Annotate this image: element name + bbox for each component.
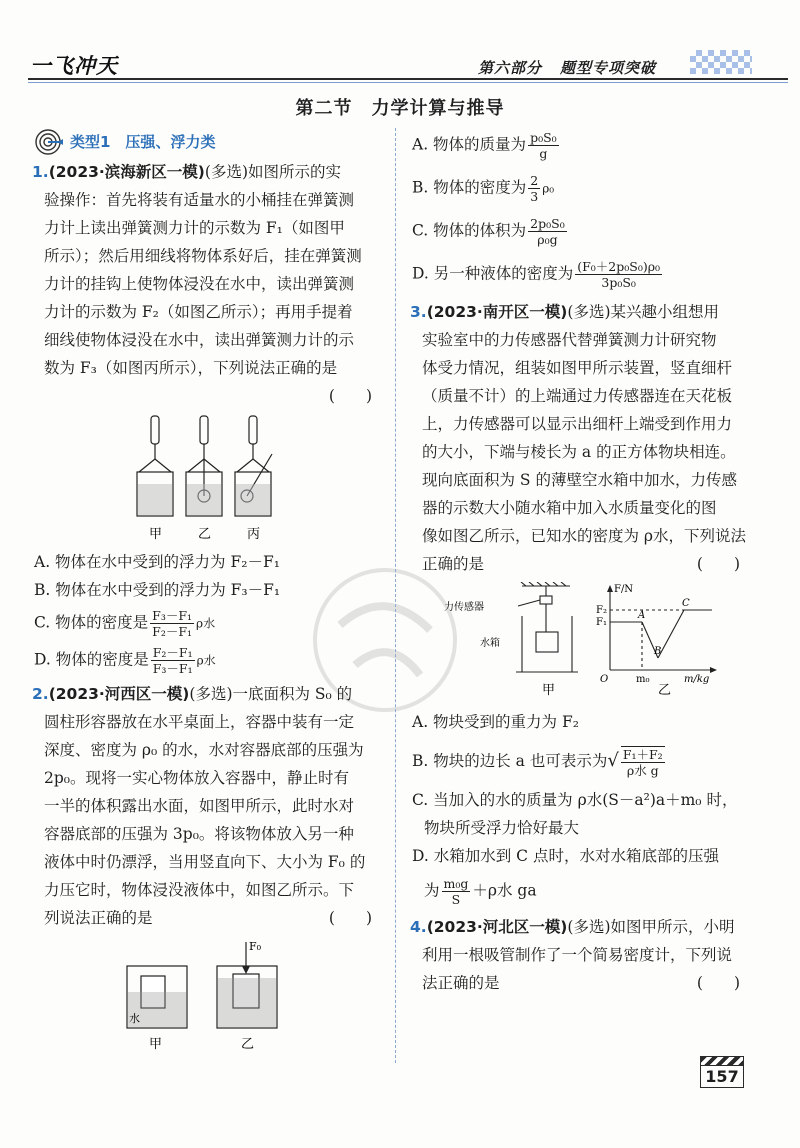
- q1-line: 力计上读出弹簧测力计的示数为 F₁（如图甲: [44, 219, 345, 237]
- type-label: 类型1 压强、浮力类: [70, 133, 216, 151]
- q3-option-c[interactable]: C. 当加入的水的质量为 ρ水(S－a²)a＋m₀ 时， 物块所受浮力恰好最大: [412, 791, 738, 837]
- q3-line: 正确的是: [422, 555, 485, 573]
- q1-option-b[interactable]: B. 物体在水中受到的浮力为 F₃－F₁: [34, 581, 281, 599]
- q2-line: 一半的体积露出水面，如图甲所示，此时水对: [44, 797, 355, 815]
- q3-number: 3.: [410, 303, 427, 321]
- right-column: [410, 126, 750, 997]
- type-heading: [34, 126, 382, 158]
- header-checker-decoration: [690, 50, 752, 74]
- q2-fig-force: F₀: [249, 940, 262, 953]
- q4-line: 利用一根吸管制作了一个简易密度计，下列说: [422, 946, 733, 964]
- q1-figure: [127, 414, 287, 544]
- q2-line: 深度、密度为 ρ₀ 的水，水对容器底部的压强为: [44, 741, 364, 759]
- q2-line: 力压它时，物体浸没液体中，如图乙所示。下: [44, 881, 355, 899]
- page-header: [0, 0, 800, 95]
- q1-line: 所示）；然后用细线将物体系好后，挂在弹簧测: [44, 247, 362, 265]
- q3-fig-sensor: 力传感器: [444, 602, 484, 613]
- q3-line: 现向底面积为 S 的薄壁空水箱中加水，力传感: [422, 471, 737, 489]
- q2-line: 列说法正确的是 ( ): [32, 904, 382, 932]
- question-2: [32, 680, 382, 1056]
- q1-option-d[interactable]: D. 物体的密度是 $\frac{\text{F₂－F₁}}{\text{F₃－F₁}}$ ρ水: [34, 645, 216, 676]
- question-1: [32, 158, 382, 676]
- q3-graph-m0: m₀: [636, 674, 650, 685]
- q1-line: 验操作：首先将装有适量水的小桶挂在弹簧测: [44, 191, 355, 209]
- q2-line: 圆柱形容器放在水平桌面上，容器中装有一定: [44, 713, 355, 731]
- q3-graph-point-a: A: [638, 610, 646, 621]
- q3-line: 体受力情况，组装如图甲所示装置，竖直细杆: [422, 359, 733, 377]
- q3-graph-origin: O: [600, 674, 609, 685]
- q3-graph-point-b: B: [654, 646, 662, 657]
- q3-line: 上，力传感器可以显示出细杆上端受到作用力: [422, 415, 733, 433]
- header-part-label: 第六部分: [478, 59, 543, 77]
- header-part: [478, 57, 656, 78]
- q3-graph-y1: F₁: [596, 617, 607, 628]
- page-number-box: [700, 1056, 744, 1090]
- q3-option-b[interactable]: B. 物块的边长 a 也可表示为√ $\frac{\text{F₁＋F₂}}{\text{ρ水 g}}$: [412, 747, 663, 778]
- q2-figure: [117, 936, 297, 1056]
- q1-option-a[interactable]: A. 物体在水中受到的浮力为 F₂－F₁: [34, 553, 280, 571]
- q2-line: 2p₀。现将一实心物体放入容器中，静止时有: [44, 769, 349, 787]
- q2-fig-label: 甲: [149, 1037, 163, 1052]
- q3-fig-label: 甲: [542, 683, 556, 698]
- q3-line: 的大小，下端与棱长为 a 的正方体物块相连。: [422, 443, 736, 461]
- q2-option-d[interactable]: D. 另一种液体的密度为 $\frac{\text{(F₀＋2p₀S₀)ρ₀}}{\text{3p₀S₀}}$: [412, 259, 661, 290]
- q1-fig-label: 乙: [198, 527, 212, 542]
- q2-source: (2023·河西区一模): [48, 685, 190, 703]
- question-4: [410, 913, 750, 997]
- q3-line: 像如图乙所示，已知水的密度为 ρ水，下列说法: [422, 527, 747, 545]
- header-rule: [28, 78, 788, 80]
- column-divider: [395, 128, 396, 1063]
- q2-option-b[interactable]: B. 物体的密度为 $\frac{2}{3}$ ρ₀: [412, 173, 555, 204]
- q3-fig-tank: 水箱: [480, 638, 500, 649]
- q3-figure: [440, 582, 720, 702]
- q3-option-d[interactable]: D. 水箱加水到 C 点时，水对水箱底部的压强 为 $\frac{\text{m₀g}}{S}$ ＋ρ水 ga: [412, 847, 719, 907]
- q3-fig-label: 乙: [658, 683, 672, 698]
- q4-line: (多选)如图甲所示，小明: [567, 918, 735, 936]
- q3-line: (多选)某兴趣小组想用: [567, 303, 719, 321]
- q4-number: 4.: [410, 918, 427, 936]
- q3-option-a[interactable]: A. 物块受到的重力为 F₂: [412, 713, 579, 731]
- q2-fig-water: 水: [129, 1012, 140, 1025]
- q4-answer-paren[interactable]: ( ): [696, 974, 740, 992]
- q3-answer-paren[interactable]: ( ): [696, 555, 740, 573]
- q1-line: 力计的挂钩上使物体浸没在水中，读出弹簧测: [44, 275, 355, 293]
- q4-source: (2023·河北区一模): [426, 918, 568, 936]
- header-part-title: 题型专项突破: [560, 59, 657, 77]
- q1-fig-label: 甲: [149, 527, 163, 542]
- q3-line: 器的示数大小随水箱中加入水质量变化的图: [422, 499, 717, 517]
- q3-graph-y2: F₂: [596, 605, 607, 616]
- q2-number: 2.: [32, 685, 49, 703]
- question-3: [410, 298, 750, 907]
- q1-line: 数为 F₃（如图丙所示），下列说法正确的是: [44, 359, 338, 377]
- left-column: [32, 126, 382, 1060]
- q1-line: (多选)如图所示的实: [204, 163, 341, 181]
- q2-answer-paren[interactable]: ( ): [328, 909, 372, 927]
- q2-line: 容器底部的压强为 3p₀。将该物体放入另一种: [44, 825, 354, 843]
- q1-line: 力计的示数为 F₂（如图乙所示）；再用手提着: [44, 303, 353, 321]
- q1-source: (2023·滨海新区一模): [48, 163, 205, 181]
- q3-line: （质量不计）的上端通过力传感器连在天花板: [422, 387, 733, 405]
- q3-graph-ylabel: F/N: [614, 584, 634, 595]
- q2-line: 液体中时仍漂浮，当用竖直向下、大小为 F₀ 的: [44, 853, 366, 871]
- q2-option-a[interactable]: A. 物体的质量为 $\frac{\text{p₀S₀}}{g}$: [412, 130, 557, 161]
- q1-fig-label: 丙: [247, 527, 261, 542]
- q2-line: (多选)一底面积为 S₀ 的: [189, 685, 353, 703]
- q1-number: 1.: [32, 163, 49, 181]
- brand-logo: 一飞冲天: [30, 54, 118, 78]
- q3-graph-point-c: C: [682, 598, 690, 609]
- q3-graph-xlabel: m/kg: [684, 674, 710, 685]
- header-rule-blue: [28, 82, 788, 83]
- q1-answer-paren[interactable]: ( ): [328, 387, 372, 405]
- page-number-stripe: [700, 1056, 744, 1066]
- target-icon: [34, 127, 64, 157]
- q3-line: 实验室中的力传感器代替弹簧测力计研究物: [422, 331, 717, 349]
- page-number: 157: [700, 1066, 744, 1088]
- section-title: 第二节 力学计算与推导: [295, 98, 505, 119]
- q1-option-c[interactable]: C. 物体的密度是 $\frac{\text{F₃－F₁}}{\text{F₂－F₁}}$ ρ水: [34, 608, 216, 639]
- q2-option-c[interactable]: C. 物体的体积为 $\frac{\text{2p₀S₀}}{\text{ρ₀g}}$: [412, 216, 565, 247]
- q3-source: (2023·南开区一模): [426, 303, 568, 321]
- q1-line: 细线使物体浸没在水中，读出弹簧测力计的示: [44, 331, 355, 349]
- q2-fig-label: 乙: [241, 1037, 255, 1052]
- q4-line: 法正确的是: [422, 974, 500, 992]
